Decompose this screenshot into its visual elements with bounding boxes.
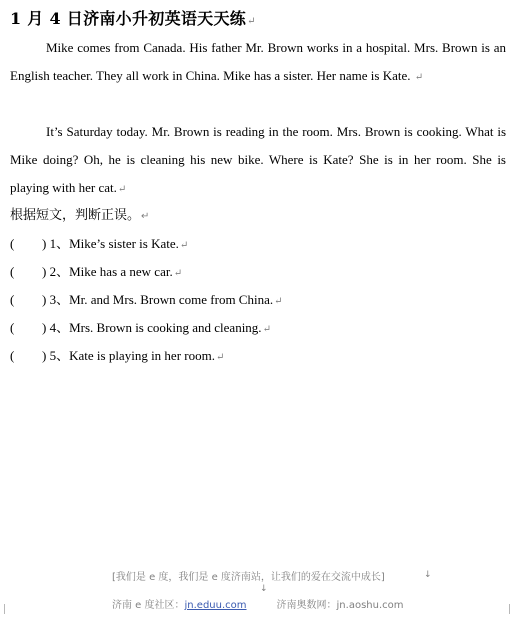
answer-bracket-close: ) (42, 292, 47, 307)
answer-bracket-close: ) (42, 320, 47, 335)
page-corner-mark (509, 604, 510, 614)
paragraph-mark-icon: ↵ (141, 211, 150, 222)
question-text: Kate is playing in her room. (69, 348, 215, 363)
question-text: Mike has a new car. (69, 264, 173, 279)
question-text: Mike’s sister is Kate. (69, 236, 179, 251)
community-label: 济南 e 度社区： (112, 600, 185, 611)
answer-bracket-close: ) (42, 264, 47, 279)
page-corner-mark (4, 604, 5, 614)
answer-bracket-open: ( (10, 236, 15, 251)
question-item (10, 286, 506, 314)
question-number: 3、 (49, 292, 70, 307)
paragraph-mark-icon: ↵ (173, 268, 183, 279)
question-number: 5、 (49, 348, 70, 363)
question-item (10, 258, 506, 286)
answer-bracket-close: ) (42, 348, 47, 363)
answer-bracket-open: ( (10, 292, 15, 307)
question-text: Mr. and Mrs. Brown come from China. (69, 292, 274, 307)
paragraph-mark-icon: ↵ (414, 72, 424, 83)
answer-bracket-open: ( (10, 348, 15, 363)
question-number: 2、 (49, 264, 70, 279)
instruction-text (10, 202, 149, 231)
paragraph-1-text: Mike comes from Canada. His father Mr. Brown works in a hospital. Mrs. Brown is an English teacher. They all work in China. Mike has a sister. Her name is Kate. (10, 40, 506, 83)
footer-links (112, 596, 404, 611)
instruction-label: 根据短文，判断正误。 (10, 208, 141, 223)
paragraph-mark-icon: ↵ (179, 240, 189, 251)
page-title (10, 6, 256, 29)
question-list (10, 230, 506, 370)
community-link[interactable]: jn.eduu.com (184, 600, 247, 611)
title-text: 1 月 4 日济南小升初英语天天练 (10, 9, 247, 28)
question-item (10, 342, 506, 370)
aoshu-label: 济南奥数网： (276, 600, 337, 611)
paragraph-mark-icon: ↵ (215, 352, 225, 363)
question-number: 4、 (49, 320, 70, 335)
passage-paragraph-2 (10, 118, 506, 204)
paragraph-mark-icon: ↵ (117, 184, 127, 195)
aoshu-link[interactable]: jn.aoshu.com (336, 600, 404, 611)
paragraph-mark-icon: ↵ (262, 324, 271, 335)
question-item (10, 230, 506, 258)
question-number: 1、 (49, 236, 70, 251)
answer-bracket-open: ( (10, 320, 15, 335)
line-break-icon: ↓ (424, 570, 432, 580)
question-text: Mrs. Brown is cooking and cleaning. (69, 320, 262, 335)
footer-slogan (112, 568, 385, 583)
footer-slogan-text: [我们是 e 度，我们是 e 度济南站，让我们的爱在交流中成长] (112, 572, 385, 583)
paragraph-mark-icon: ↵ (247, 16, 256, 27)
answer-bracket-open: ( (10, 264, 15, 279)
paragraph-2-text: It’s Saturday today. Mr. Brown is reading in the room. Mrs. Brown is cooking. What is Mike doing? Oh, he is cleaning his new bike. Where is Kate? She is in her room. She is playing with her cat. (10, 124, 506, 195)
passage-paragraph-1 (10, 34, 506, 92)
line-break-icon: ↓ (260, 584, 268, 594)
question-item (10, 314, 506, 342)
paragraph-mark-icon: ↵ (274, 296, 283, 307)
answer-bracket-close: ) (42, 236, 47, 251)
